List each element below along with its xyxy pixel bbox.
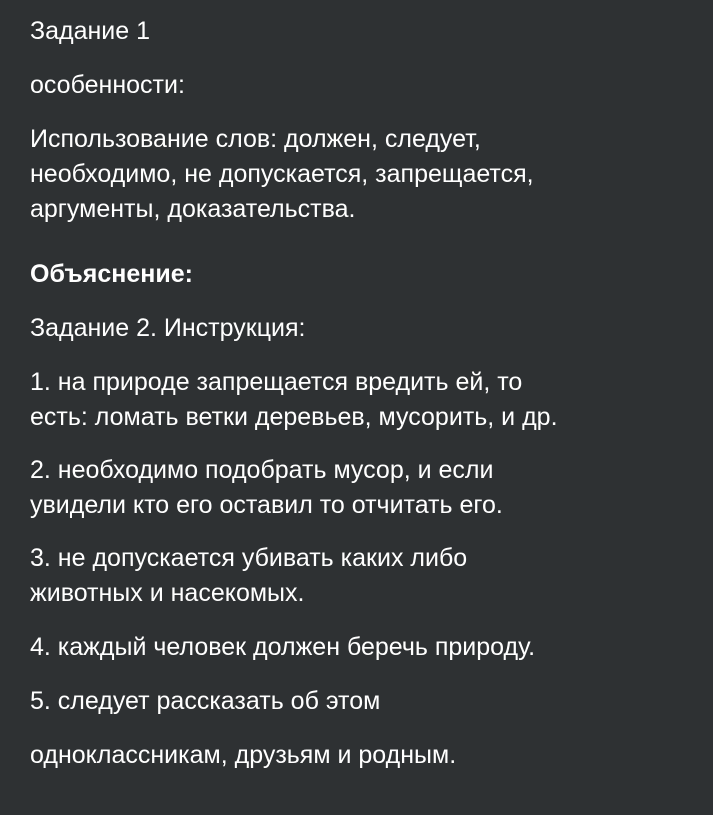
instruction-item-2: 2. необходимо подобрать мусор, и если увидели кто его оставил то отчитать его. xyxy=(30,456,503,519)
instruction-item-4: 4. каждый человек должен беречь природу. xyxy=(30,633,536,661)
explanation-heading: Объяснение: xyxy=(30,260,193,288)
task1-heading: Задание 1 xyxy=(30,17,151,45)
instruction-item-3: 3. не допускается убивать каких либо животных и насекомых. xyxy=(30,544,468,607)
instruction-item-5: 5. следует рассказать об этом xyxy=(30,687,381,715)
instruction-item-1: 1. на природе запрещается вредить ей, то есть: ломать ветки деревьев, мусорить, и др. xyxy=(30,368,558,431)
instruction-item-5-continued: одноклассникам, друзьям и родным. xyxy=(30,741,457,769)
words-usage-paragraph: Использование слов: должен, следует, необходимо, не допускается, запрещается, аргументы, доказательства. xyxy=(30,125,534,223)
task2-heading: Задание 2. Инструкция: xyxy=(30,314,306,342)
features-label: особенности: xyxy=(30,71,185,99)
